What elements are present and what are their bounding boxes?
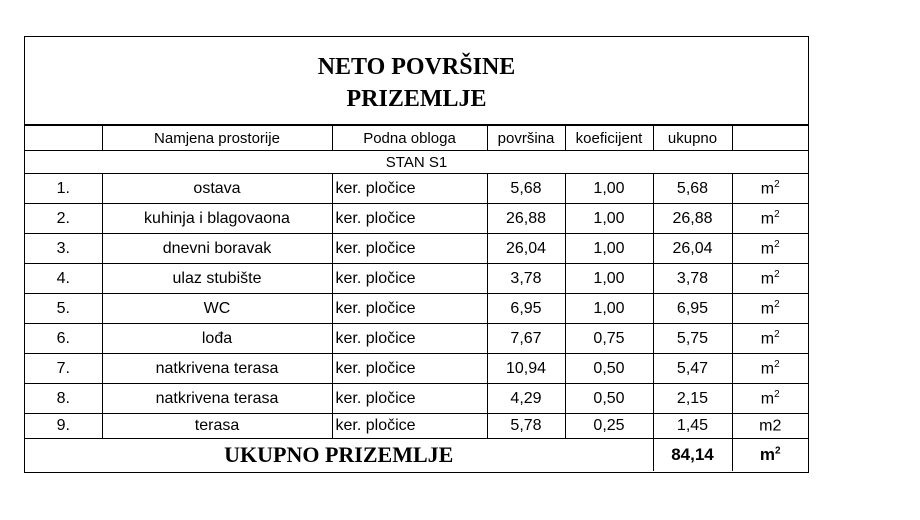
table-row: [25, 264, 808, 294]
unit-sup: 2: [774, 208, 780, 220]
unit-base: m: [760, 360, 775, 378]
row-total: 3,78: [653, 264, 732, 294]
row-area: 26,04: [487, 234, 565, 264]
unit-sup: 2: [774, 298, 780, 310]
row-area: 10,94: [487, 354, 565, 384]
row-material: ker. pločice: [332, 264, 487, 294]
row-no: 5.: [25, 294, 102, 324]
row-coef: 1,00: [565, 174, 653, 204]
row-no: 9.: [25, 414, 102, 439]
row-coef: 0,50: [565, 354, 653, 384]
row-material: ker. pločice: [332, 294, 487, 324]
row-total: 26,88: [653, 204, 732, 234]
row-no: 3.: [25, 234, 102, 264]
row-purpose: ulaz stubište: [102, 264, 332, 294]
header-no: [25, 126, 102, 151]
row-coef: 0,50: [565, 384, 653, 414]
unit-base: m: [760, 390, 775, 408]
unit-sup: 2: [774, 238, 780, 250]
row-purpose: WC: [102, 294, 332, 324]
row-no: 6.: [25, 324, 102, 354]
row-no: 7.: [25, 354, 102, 384]
section-label: STAN S1: [25, 151, 808, 174]
row-coef: 0,75: [565, 324, 653, 354]
row-purpose: natkrivena terasa: [102, 384, 332, 414]
table-row: [25, 324, 808, 354]
row-unit: [732, 384, 808, 414]
row-unit: [732, 414, 808, 439]
row-area: 26,88: [487, 204, 565, 234]
row-no: 8.: [25, 384, 102, 414]
row-total: 2,15: [653, 384, 732, 414]
row-total: 6,95: [653, 294, 732, 324]
title-block: [25, 37, 808, 125]
unit-base: m2: [759, 417, 782, 435]
table-row: [25, 294, 808, 324]
row-purpose: kuhinja i blagovaona: [102, 204, 332, 234]
table-row: [25, 354, 808, 384]
row-coef: 1,00: [565, 234, 653, 264]
row-total: 26,04: [653, 234, 732, 264]
row-purpose: terasa: [102, 414, 332, 439]
header-area: površina: [487, 126, 565, 151]
row-unit: [732, 234, 808, 264]
unit-sup: 2: [774, 178, 780, 190]
table-row: [25, 204, 808, 234]
row-material: ker. pločice: [332, 204, 487, 234]
row-material: ker. pločice: [332, 384, 487, 414]
unit-base: m: [760, 300, 775, 318]
row-material: ker. pločice: [332, 234, 487, 264]
row-no: 1.: [25, 174, 102, 204]
row-total: 5,47: [653, 354, 732, 384]
row-no: 2.: [25, 204, 102, 234]
unit-sup: 2: [775, 445, 781, 457]
row-total: 5,68: [653, 174, 732, 204]
row-material: ker. pločice: [332, 324, 487, 354]
header-material: Podna obloga: [332, 126, 487, 151]
header-row: [25, 126, 808, 151]
unit-sup: 2: [774, 388, 780, 400]
row-purpose: dnevni boravak: [102, 234, 332, 264]
row-purpose: natkrivena terasa: [102, 354, 332, 384]
header-purpose: Namjena prostorije: [102, 126, 332, 151]
section-row: [25, 151, 808, 174]
table-row: [25, 234, 808, 264]
unit-base: m: [760, 240, 775, 258]
row-purpose: ostava: [102, 174, 332, 204]
row-unit: [732, 264, 808, 294]
table-row: [25, 384, 808, 414]
unit-base: m: [759, 445, 776, 464]
unit-base: m: [760, 180, 775, 198]
row-coef: 1,00: [565, 204, 653, 234]
row-area: 3,78: [487, 264, 565, 294]
row-unit: [732, 324, 808, 354]
row-material: ker. pločice: [332, 354, 487, 384]
table-row: [25, 174, 808, 204]
header-coef: koeficijent: [565, 126, 653, 151]
row-no: 4.: [25, 264, 102, 294]
unit-base: m: [760, 210, 775, 228]
row-unit: [732, 204, 808, 234]
row-total: 1,45: [653, 414, 732, 439]
row-unit: [732, 174, 808, 204]
row-unit: [732, 294, 808, 324]
header-total: ukupno: [653, 126, 732, 151]
row-coef: 0,25: [565, 414, 653, 439]
document-subtitle: PRIZEMLJE: [346, 86, 487, 112]
document-title: NETO POVRŠINE: [317, 54, 516, 80]
row-unit: [732, 354, 808, 384]
unit-sup: 2: [774, 268, 780, 280]
area-table-frame: [24, 36, 809, 473]
row-area: 7,67: [487, 324, 565, 354]
header-unit: [732, 126, 808, 151]
unit-sup: 2: [774, 328, 780, 340]
area-table: [25, 125, 808, 471]
row-material: ker. pločice: [332, 174, 487, 204]
total-row: [25, 439, 808, 472]
unit-base: m: [760, 330, 775, 348]
row-area: 5,78: [487, 414, 565, 439]
row-purpose: lođa: [102, 324, 332, 354]
row-total: 5,75: [653, 324, 732, 354]
table-row: [25, 414, 808, 439]
row-area: 5,68: [487, 174, 565, 204]
row-coef: 1,00: [565, 264, 653, 294]
row-material: ker. pločice: [332, 414, 487, 439]
row-area: 4,29: [487, 384, 565, 414]
total-unit: [732, 439, 808, 472]
unit-base: m: [760, 270, 775, 288]
row-coef: 1,00: [565, 294, 653, 324]
total-label: UKUPNO PRIZEMLJE: [25, 439, 653, 472]
total-value: 84,14: [653, 439, 732, 472]
row-area: 6,95: [487, 294, 565, 324]
unit-sup: 2: [774, 358, 780, 370]
